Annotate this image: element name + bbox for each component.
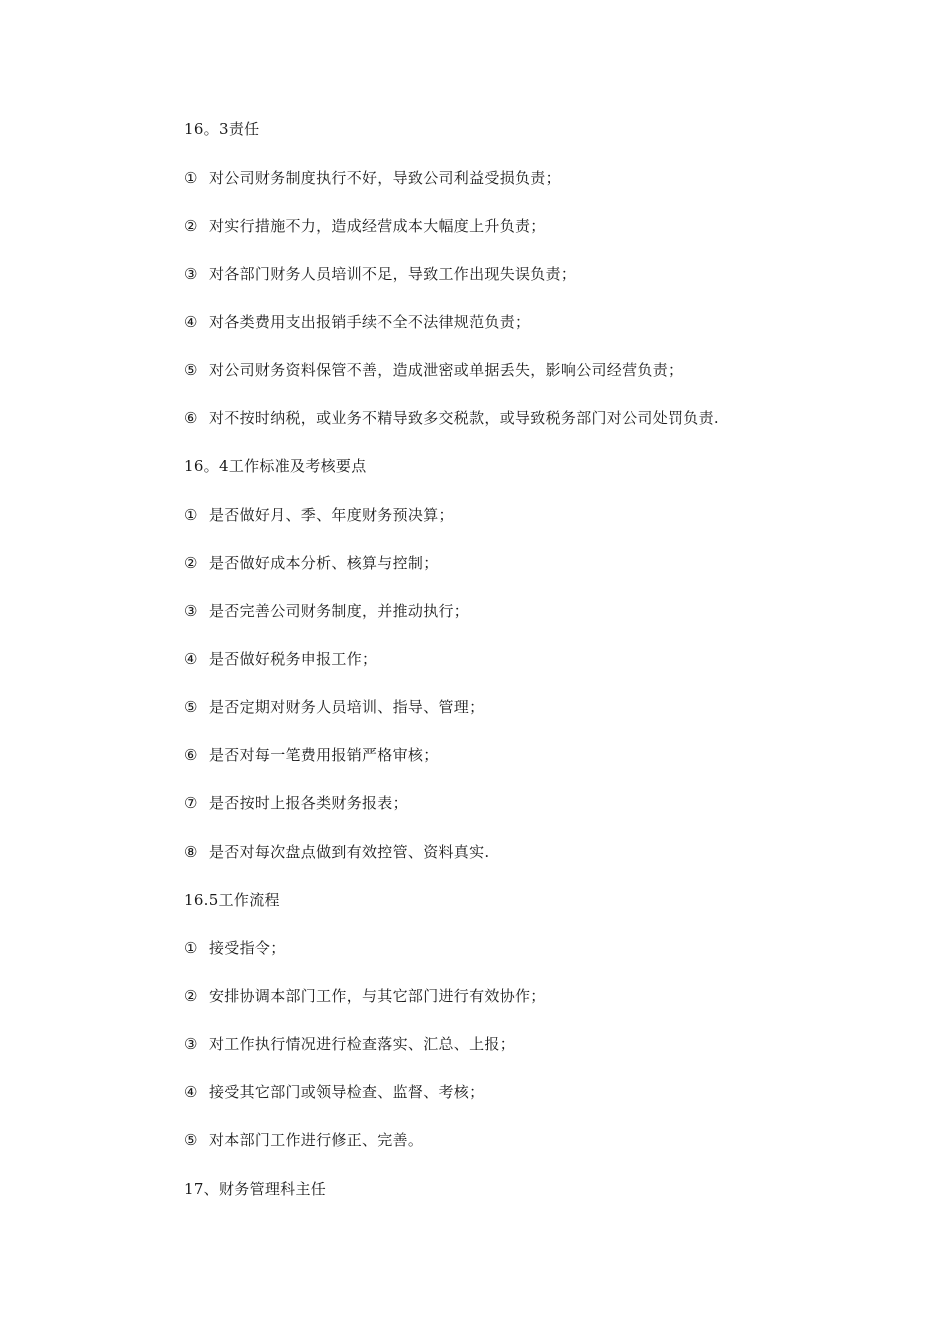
item-number: ④ <box>184 1083 198 1101</box>
item-text: 对公司财务制度执行不好，导致公司利益受损负责； <box>209 169 561 187</box>
item-number: ⑤ <box>184 698 198 716</box>
item-text: 是否做好税务申报工作； <box>209 650 378 668</box>
item-text: 对不按时纳税，或业务不精导致多交税款，或导致税务部门对公司处罚负责. <box>209 409 719 427</box>
item-number: ⑤ <box>184 1131 198 1149</box>
item-number: ⑤ <box>184 361 198 379</box>
item-text: 接受指令； <box>209 939 286 957</box>
item-text: 对工作执行情况进行检查落实、汇总、上报； <box>209 1035 516 1053</box>
item-text: 对公司财务资料保管不善，造成泄密或单据丢失，影响公司经营负责； <box>209 361 684 379</box>
section-heading: 16。4工作标准及考核要点 <box>184 457 367 475</box>
item-number: ⑥ <box>184 409 198 427</box>
item-text: 是否定期对财务人员培训、指导、管理； <box>209 698 485 716</box>
section-heading: 17、财务管理科主任 <box>184 1180 327 1198</box>
list-item <box>184 601 469 621</box>
item-number: ⑥ <box>184 746 198 764</box>
list-item <box>184 793 408 813</box>
list-item <box>184 505 454 525</box>
item-number: ② <box>184 217 198 235</box>
list-item <box>184 408 719 428</box>
item-text: 对实行措施不力，造成经营成本大幅度上升负责； <box>209 217 546 235</box>
item-number: ② <box>184 554 198 572</box>
list-item <box>184 697 484 717</box>
item-number: ⑦ <box>184 794 198 812</box>
item-number: ④ <box>184 650 198 668</box>
list-item <box>184 216 546 236</box>
section-heading: 16。3责任 <box>184 120 260 138</box>
list-item <box>184 1034 515 1054</box>
item-number: ⑧ <box>184 843 198 861</box>
item-number: ① <box>184 169 198 187</box>
list-item <box>184 168 561 188</box>
item-text: 安排协调本部门工作，与其它部门进行有效协作； <box>209 987 546 1005</box>
section-heading: 16.5工作流程 <box>184 891 280 909</box>
item-text: 是否完善公司财务制度，并推动执行； <box>209 602 470 620</box>
item-text: 是否对每次盘点做到有效控管、资料真实. <box>209 843 490 861</box>
item-number: ① <box>184 506 198 524</box>
list-item <box>184 745 439 765</box>
item-text: 是否做好月、季、年度财务预决算； <box>209 506 454 524</box>
item-number: ② <box>184 987 198 1005</box>
list-item <box>184 553 439 573</box>
item-text: 对本部门工作进行修正、完善。 <box>209 1131 424 1149</box>
item-number: ③ <box>184 602 198 620</box>
list-item <box>184 986 546 1006</box>
list-item <box>184 360 683 380</box>
item-number: ③ <box>184 1035 198 1053</box>
list-item <box>184 649 377 669</box>
list-item <box>184 264 576 284</box>
item-text: 是否做好成本分析、核算与控制； <box>209 554 439 572</box>
item-text: 对各部门财务人员培训不足，导致工作出现失误负责； <box>209 265 577 283</box>
item-number: ④ <box>184 313 198 331</box>
item-number: ③ <box>184 265 198 283</box>
item-text: 是否对每一笔费用报销严格审核； <box>209 746 439 764</box>
list-item <box>184 1082 484 1102</box>
list-item <box>184 1130 423 1150</box>
list-item <box>184 312 530 332</box>
item-text: 接受其它部门或领导检查、监督、考核； <box>209 1083 485 1101</box>
list-item <box>184 842 489 862</box>
item-text: 对各类费用支出报销手续不全不法律规范负责； <box>209 313 531 331</box>
item-number: ① <box>184 939 198 957</box>
list-item <box>184 938 286 958</box>
item-text: 是否按时上报各类财务报表； <box>209 794 408 812</box>
